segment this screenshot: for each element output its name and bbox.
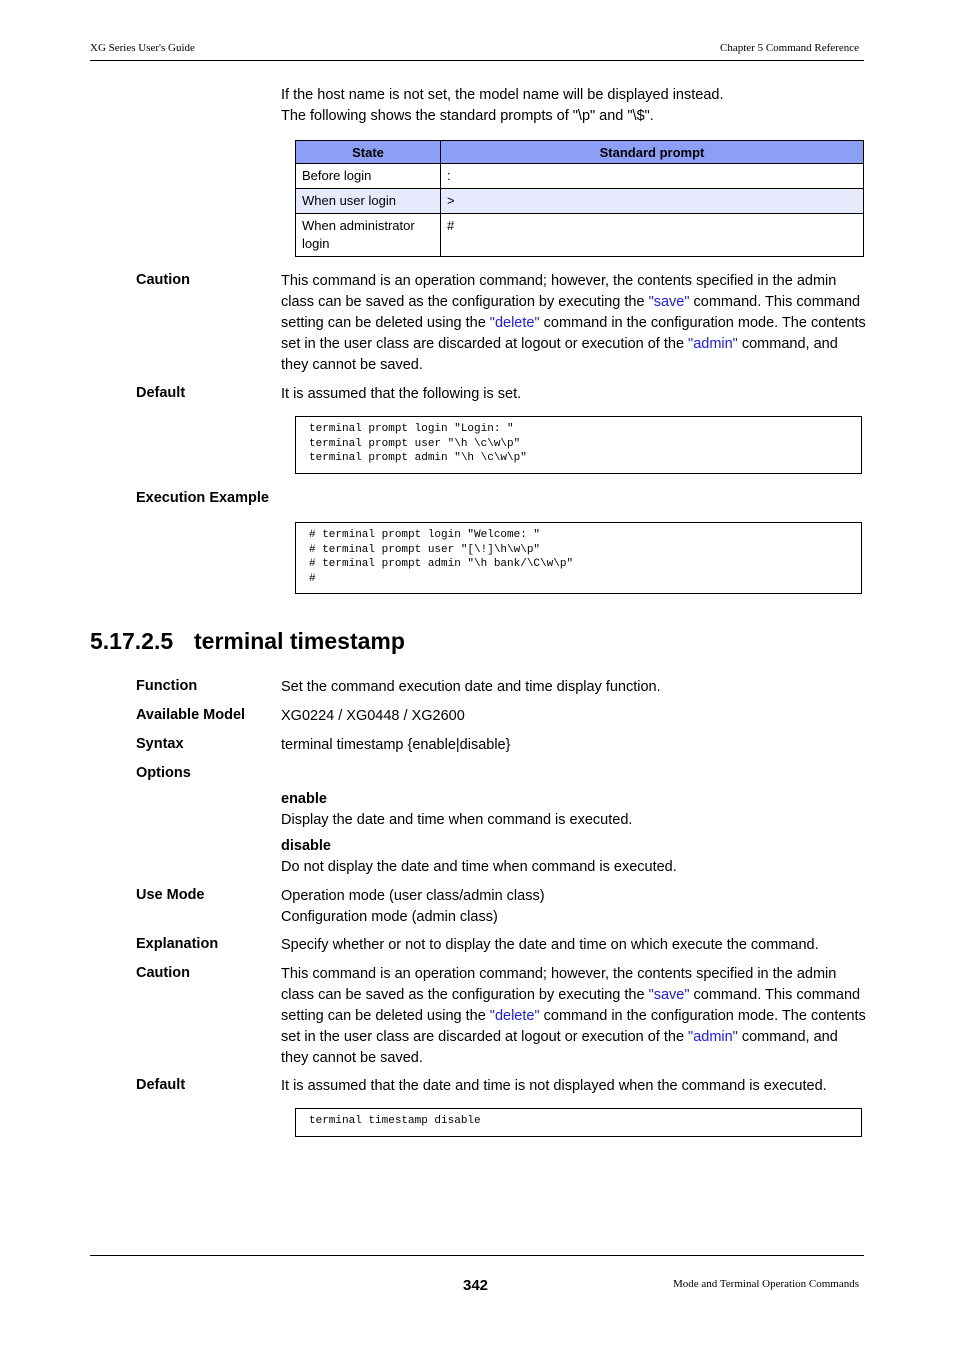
option-disable-desc: Do not display the date and time when command is executed. [281, 859, 677, 875]
caution-text-part: command in the configuration mode. The contents set in the user class are discarded at logout or execution of the [281, 315, 866, 352]
explanation-text: Specify whether or not to display the date and time on which execute the command. [281, 937, 819, 953]
syntax-label: Syntax [136, 736, 184, 752]
intro-text [281, 85, 866, 127]
caution-text-part: This command is an operation command; however, the contents specified in the admin class can be saved as the configuration by executing the [281, 966, 837, 1003]
table-cell-state: When administrator login [296, 214, 441, 257]
caution-text-part: This command is an operation command; however, the contents specified in the admin class can be saved as the configuration by executing the [281, 273, 837, 310]
table-cell-prompt: # [441, 214, 864, 257]
caution-text-part: command, and they cannot be saved. [281, 336, 838, 373]
table-cell-prompt: : [441, 164, 864, 189]
default-label: Default [136, 385, 186, 401]
caution-text [281, 271, 866, 376]
use-mode-text [281, 886, 866, 928]
caution-text-part: command. This command setting can be deleted using the [281, 987, 861, 1024]
admin-link[interactable]: "admin" [688, 1029, 738, 1045]
options-label: Options [136, 765, 191, 781]
code-line: # terminal prompt user "[\!]\h\w\p" [309, 543, 541, 556]
table-row [296, 214, 864, 257]
caution-label: Caution [136, 272, 190, 288]
caution-text [281, 964, 866, 1069]
function-label: Function [136, 678, 198, 694]
code-line: # [309, 572, 316, 585]
table-cell-prompt: > [441, 189, 864, 214]
execution-example-code-block [295, 522, 862, 594]
footer-rule [90, 1255, 864, 1256]
page-number: 342 [463, 1277, 489, 1294]
section-number: 5.17.2.5 [90, 628, 174, 654]
code-line: # terminal prompt login "Welcome: " [309, 529, 541, 541]
option-disable-name: disable [281, 838, 331, 854]
delete-link[interactable]: "delete" [489, 315, 540, 331]
table-header-prompt: Standard prompt [441, 141, 864, 164]
running-header-left: XG Series User's Guide [90, 42, 195, 54]
function-text: Set the command execution date and time display function. [281, 679, 661, 695]
caution-text-part: command in the configuration mode. The contents set in the user class are discarded at logout or execution of the [281, 1008, 866, 1045]
code-line: terminal prompt login "Login: " [309, 423, 514, 435]
syntax-text: terminal timestamp {enable|disable} [281, 737, 511, 753]
default-text: It is assumed that the date and time is not displayed when the command is executed. [281, 1078, 827, 1094]
section-title: terminal timestamp [194, 628, 405, 654]
intro-line-2: The following shows the standard prompts of "\p" and "\$". [281, 108, 654, 124]
available-model-text: XG0224 / XG0448 / XG2600 [281, 708, 465, 724]
save-link[interactable]: "save" [648, 294, 690, 310]
code-line: terminal prompt admin "\h \c\w\p" [309, 452, 527, 464]
default-label: Default [136, 1077, 186, 1093]
table-header-row [296, 141, 864, 164]
default-code-block [295, 416, 862, 474]
table-header-state: State [296, 141, 441, 164]
table-row [296, 189, 864, 214]
caution-text-part: command. This command setting can be deleted using the [281, 294, 861, 331]
code-line: terminal timestamp disable [309, 1115, 481, 1127]
standard-prompt-table [295, 140, 864, 257]
option-enable-name: enable [281, 791, 327, 807]
caution-text-part: command, and they cannot be saved. [281, 1029, 838, 1066]
option-enable-desc: Display the date and time when command is executed. [281, 812, 633, 828]
code-line: # terminal prompt admin "\h bank/\C\w\p" [309, 558, 574, 570]
option-disable [281, 836, 866, 878]
table-row [296, 164, 864, 189]
explanation-label: Explanation [136, 936, 219, 952]
use-mode-line: Configuration mode (admin class) [281, 909, 498, 925]
running-footer-right: Mode and Terminal Operation Commands [673, 1278, 859, 1290]
table-cell-state: Before login [296, 164, 441, 189]
execution-example-label: Execution Example [136, 490, 269, 506]
use-mode-label: Use Mode [136, 887, 205, 903]
section-heading [90, 628, 405, 655]
running-header-right: Chapter 5 Command Reference [720, 42, 859, 54]
header-rule [90, 60, 864, 61]
available-model-label: Available Model [136, 707, 246, 723]
default-code-block [295, 1108, 862, 1137]
option-enable [281, 789, 866, 831]
default-text: It is assumed that the following is set. [281, 386, 522, 402]
use-mode-line: Operation mode (user class/admin class) [281, 888, 545, 904]
delete-link[interactable]: "delete" [489, 1008, 540, 1024]
code-line: terminal prompt user "\h \c\w\p" [309, 437, 521, 450]
save-link[interactable]: "save" [648, 987, 690, 1003]
caution-label: Caution [136, 965, 190, 981]
intro-line-1: If the host name is not set, the model name will be displayed instead. [281, 87, 724, 103]
table-cell-state: When user login [296, 189, 441, 214]
admin-link[interactable]: "admin" [688, 336, 738, 352]
